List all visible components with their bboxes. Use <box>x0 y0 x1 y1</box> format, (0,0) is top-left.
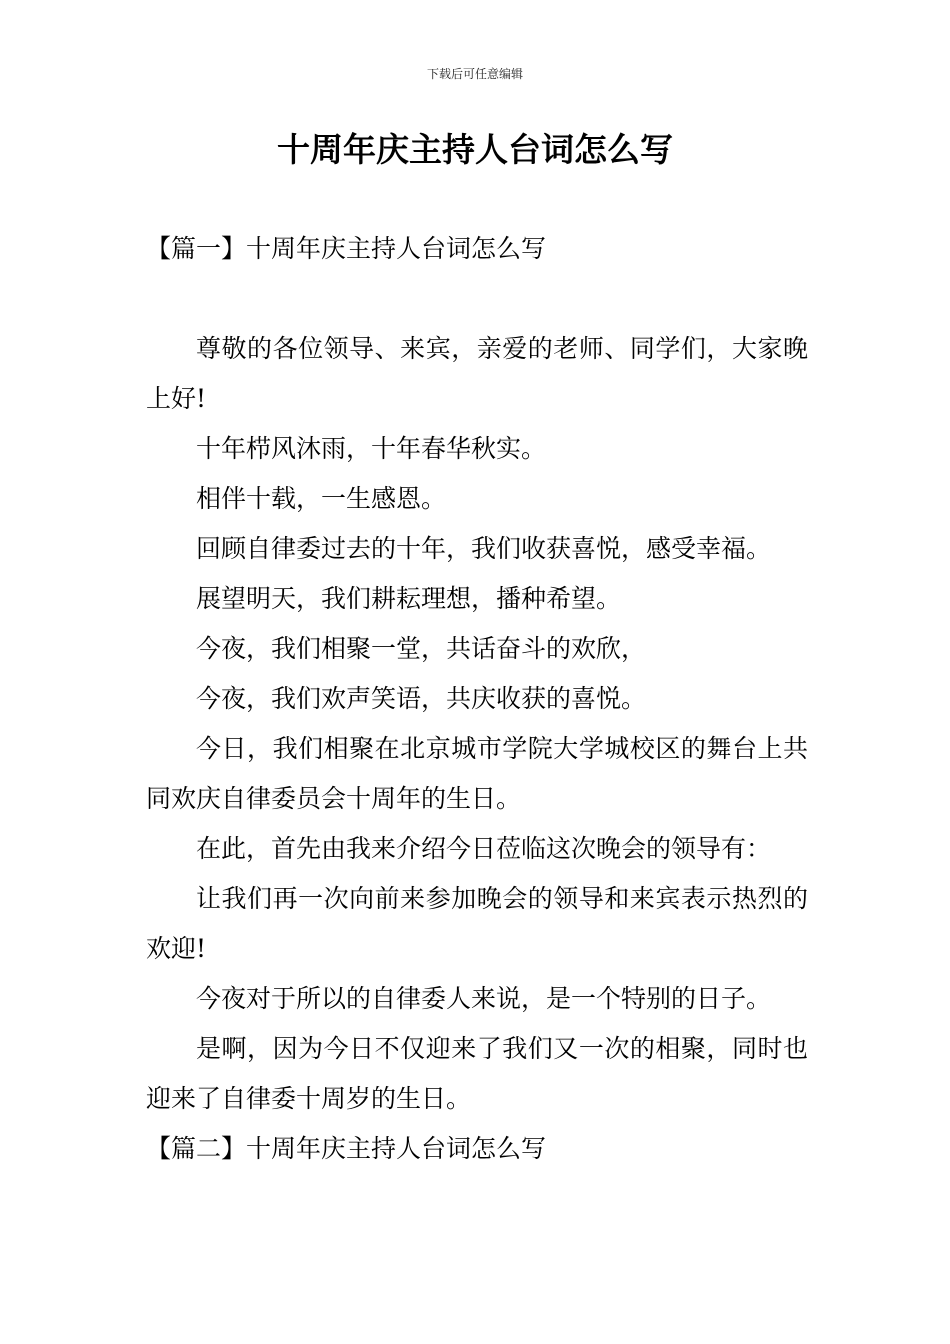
section-heading-2: 【篇二】十周年庆主持人台词怎么写 <box>146 1134 547 1163</box>
paragraph: 今夜，我们欢声笑语，共庆收获的喜悦。 <box>196 684 647 713</box>
paragraph: 展望明天，我们耕耘理想，播种希望。 <box>196 584 622 613</box>
paragraph: 在此，首先由我来介绍今日莅临这次晚会的领导有： <box>196 834 772 863</box>
paragraph: 回顾自律委过去的十年，我们收获喜悦，感受幸福。 <box>196 534 772 563</box>
paragraph: 十年栉风沐雨，十年春华秋实。 <box>196 434 547 463</box>
paragraph: 尊敬的各位领导、来宾，亲爱的老师、同学们，大家晚上好! <box>146 334 808 413</box>
document-title: 十周年庆主持人台词怎么写 <box>277 130 673 169</box>
section-heading-1: 【篇一】十周年庆主持人台词怎么写 <box>146 234 547 263</box>
paragraph: 今夜，我们相聚一堂，共话奋斗的欢欣， <box>196 634 647 663</box>
paragraph: 相伴十载，一生感恩。 <box>196 484 447 513</box>
document-body <box>146 224 808 1174</box>
paragraph: 今夜对于所以的自律委人来说，是一个特别的日子。 <box>196 984 772 1013</box>
header-note: 下载后可任意编辑 <box>426 67 523 81</box>
paragraph: 让我们再一次向前来参加晚会的领导和来宾表示热烈的欢迎! <box>146 884 808 963</box>
paragraph: 是啊，因为今日不仅迎来了我们又一次的相聚，同时也迎来了自律委十周岁的生日。 <box>146 1034 808 1113</box>
paragraph: 今日，我们相聚在北京城市学院大学城校区的舞台上共同欢庆自律委员会十周年的生日。 <box>146 734 808 813</box>
